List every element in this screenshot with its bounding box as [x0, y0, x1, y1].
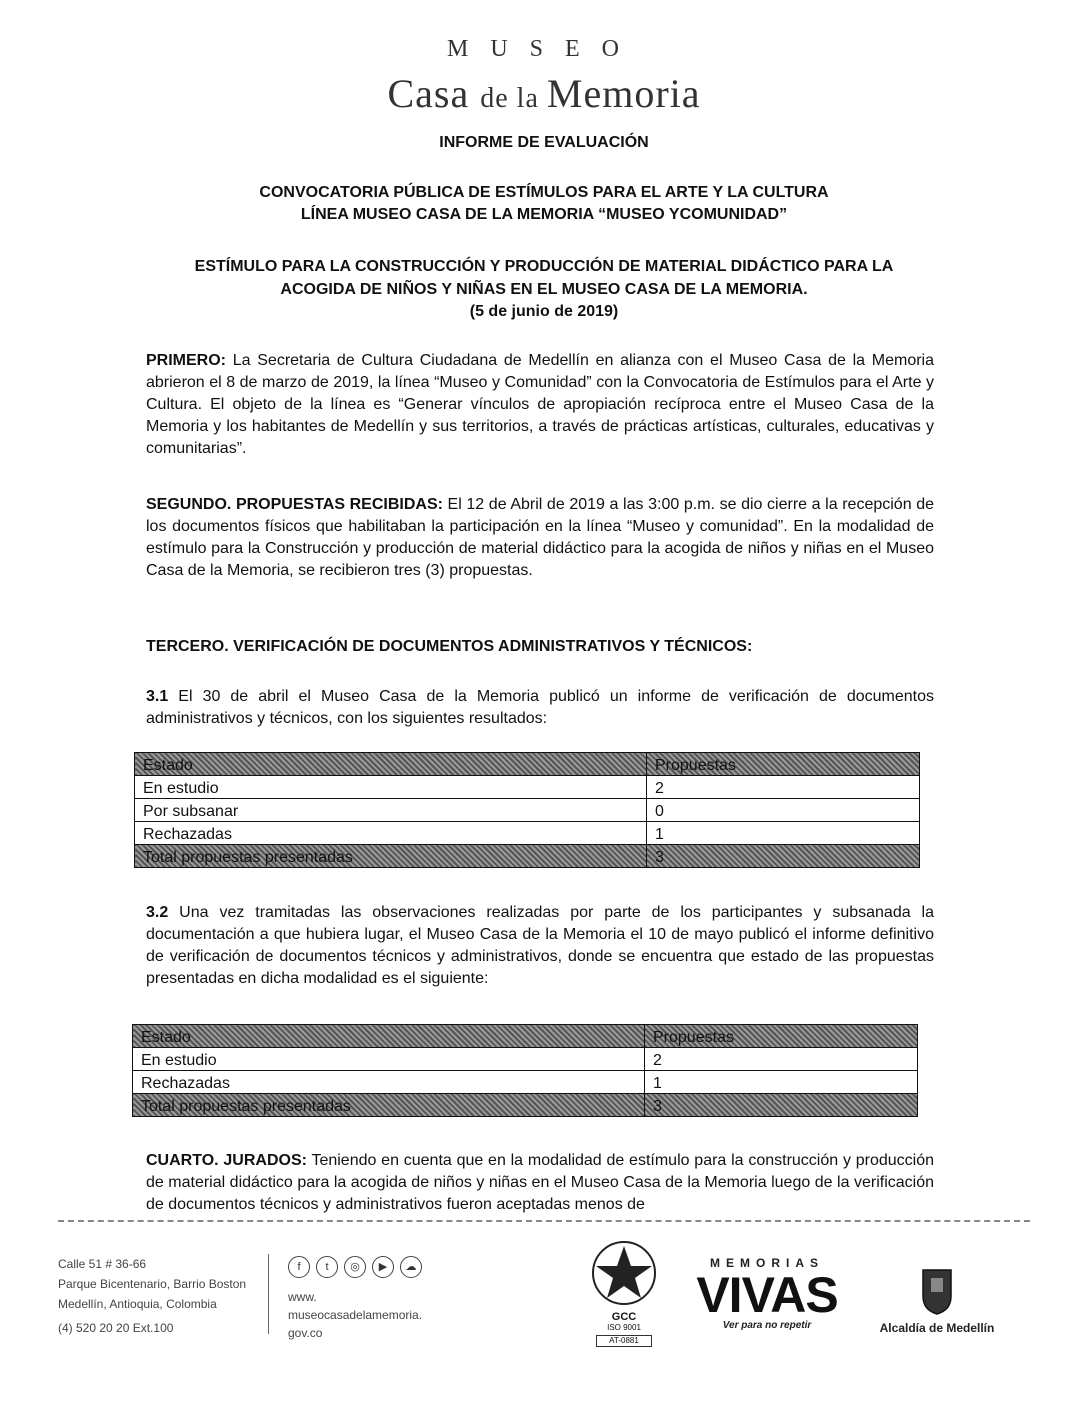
table-cell: 2 [647, 776, 920, 799]
table-cell: Rechazadas [133, 1071, 645, 1094]
logo-word-de-la: de la [480, 83, 547, 114]
table-header-row [135, 753, 920, 776]
convocatoria-title-1: CONVOCATORIA PÚBLICA DE ESTÍMULOS PARA EL ARTE Y LA CULTURA [259, 184, 829, 201]
report-title: INFORME DE EVALUACIÓN [439, 134, 649, 151]
footer-divider [58, 1220, 1030, 1222]
primero-text: La Secretaria de Cultura Ciudadana de Medellín en alianza con el Museo Casa de la Memoria abrieron el 8 de marzo de 2019, la línea “Museo y Comunidad” con la Convocatoria de Estímulos para el Arte y Cultura. El objeto de la línea es “Generar vínculos de apropiación recíproca entre el Museo Casa de la Memoria y los habitantes de Medellín y sus territorios, a través de prácticas artísticas, culturales, educativas y comunitarias”. [146, 352, 934, 457]
cert-code: AT-0881 [596, 1335, 652, 1347]
social-icons [288, 1256, 428, 1278]
gcc-certification-seal [586, 1240, 662, 1352]
youtube-icon[interactable]: ▶ [372, 1256, 394, 1278]
alcaldia-text: Alcaldía de Medellín [879, 1321, 995, 1335]
table-header-cell: Propuestas [645, 1025, 918, 1048]
table-total-value: 3 [647, 845, 920, 868]
p32-label: 3.2 [146, 904, 169, 921]
table-total-row [133, 1094, 918, 1117]
table-verificacion-inicial [134, 752, 920, 868]
address-line: Parque Bicentenario, Barrio Boston [58, 1277, 247, 1291]
table-cell: 1 [647, 822, 920, 845]
instagram-icon[interactable]: ◎ [344, 1256, 366, 1278]
address-line: Medellín, Antioquia, Colombia [58, 1297, 217, 1311]
paragraph-3-2 [146, 902, 934, 990]
table-cell: En estudio [135, 776, 647, 799]
logo-museo-text: MUSEO [446, 36, 641, 62]
table-total-label: Total propuestas presentadas [133, 1094, 645, 1117]
primero-label: PRIMERO: [146, 352, 226, 369]
segundo-label: SEGUNDO. PROPUESTAS RECIBIDAS: [146, 496, 443, 513]
table-row [135, 776, 920, 799]
table-cell: Por subsanar [135, 799, 647, 822]
footer-separator [268, 1254, 269, 1334]
table-cell: 2 [645, 1048, 918, 1071]
tercero-heading: TERCERO. VERIFICACIÓN DE DOCUMENTOS ADMINISTRATIVOS Y TÉCNICOS: [146, 638, 753, 655]
table-row [133, 1048, 918, 1071]
footer-address [58, 1254, 246, 1338]
table-total-label: Total propuestas presentadas [135, 845, 647, 868]
table-header-cell: Estado [135, 753, 647, 776]
section-segundo [146, 494, 934, 582]
table-row [133, 1071, 918, 1094]
alcaldia-shield-icon [919, 1266, 955, 1316]
cuarto-label: CUARTO. JURADOS: [146, 1152, 307, 1169]
website-line: www. [288, 1290, 317, 1304]
table-cell: 1 [645, 1071, 918, 1094]
twitter-icon[interactable]: t [316, 1256, 338, 1278]
website-line: museocasadelamemoria. [288, 1308, 423, 1322]
table-cell: En estudio [133, 1048, 645, 1071]
report-date: (5 de junio de 2019) [469, 303, 619, 320]
address-line: Calle 51 # 36-66 [58, 1257, 147, 1271]
gcc-label: GCC [611, 1311, 637, 1323]
section-primero [146, 350, 934, 460]
footer-phone: (4) 520 20 20 Ext.100 [58, 1321, 174, 1335]
section-cuarto [146, 1150, 934, 1216]
table-cell: Rechazadas [135, 822, 647, 845]
segundo-text: El 12 de Abril de 2019 a las 3:00 p.m. se dio cierre a la recepción de los documentos físicos que habilitaban la participación en la línea “Museo y comunidad”. En la modalidad de estímulo para la Construcción y producción de material didáctico para la acogida de niños y niñas en el Museo Casa de la Memoria, se recibieron tres (3) propuestas. [146, 496, 935, 579]
table-total-row [135, 845, 920, 868]
facebook-icon[interactable]: f [288, 1256, 310, 1278]
soundcloud-icon[interactable]: ☁ [400, 1256, 422, 1278]
p31-text: El 30 de abril el Museo Casa de la Memoria publicó un informe de verificación de documentos administrativos y técnicos, con los siguientes resultados: [146, 688, 934, 727]
table-total-value: 3 [645, 1094, 918, 1117]
memorias-sub-text: Ver para no repetir [722, 1320, 812, 1331]
logo-word-casa: Casa [387, 71, 481, 116]
footer-website[interactable] [288, 1288, 422, 1342]
estimulo-title-2: ACOGIDA DE NIÑOS Y NIÑAS EN EL MUSEO CASA DE LA MEMORIA. [280, 281, 808, 298]
table-header-cell: Estado [133, 1025, 645, 1048]
website-line: gov.co [288, 1326, 323, 1340]
p31-label: 3.1 [146, 688, 169, 705]
table-row [135, 799, 920, 822]
convocatoria-title-2: LÍNEA MUSEO CASA DE LA MEMORIA “MUSEO YCOMUNIDAD” [300, 206, 788, 223]
table-verificacion-definitiva [132, 1024, 918, 1117]
table-row [135, 822, 920, 845]
memorias-main-text: VIVAS [696, 1267, 838, 1323]
cuarto-text: Teniendo en cuenta que en la modalidad de estímulo para la construcción y producción de material didáctico para la acogida de niños y niñas en el Museo Casa de la Memoria luego de la verificación de documentos técnicos y administrativos fueron aceptadas menos de [146, 1152, 934, 1213]
table-header-row [133, 1025, 918, 1048]
alcaldia-logo [862, 1266, 1012, 1335]
gcc-star-logo-icon [589, 1240, 659, 1306]
iso-label: ISO 9001 [607, 1323, 641, 1332]
table-header-cell: Propuestas [647, 753, 920, 776]
memorias-vivas-logo [688, 1256, 846, 1352]
logo-word-memoria: Memoria [546, 71, 701, 116]
logo-casa-de-la-memoria [0, 70, 1088, 117]
paragraph-3-1 [146, 686, 934, 730]
memorias-top-text: MEMORIAS [710, 1256, 824, 1270]
estimulo-title-1: ESTÍMULO PARA LA CONSTRUCCIÓN Y PRODUCCIÓN DE MATERIAL DIDÁCTICO PARA LA [194, 258, 894, 275]
p32-text: Una vez tramitadas las observaciones realizadas por parte de los participantes y subsanada la documentación a que hubiera lugar, el Museo Casa de la Memoria el 10 de mayo publicó el informe definitivo de verificación de documentos técnicos y administrativos, donde se encuentra que estado de las propuestas presentadas en dicha modalidad es el siguiente: [146, 904, 934, 987]
table-cell: 0 [647, 799, 920, 822]
